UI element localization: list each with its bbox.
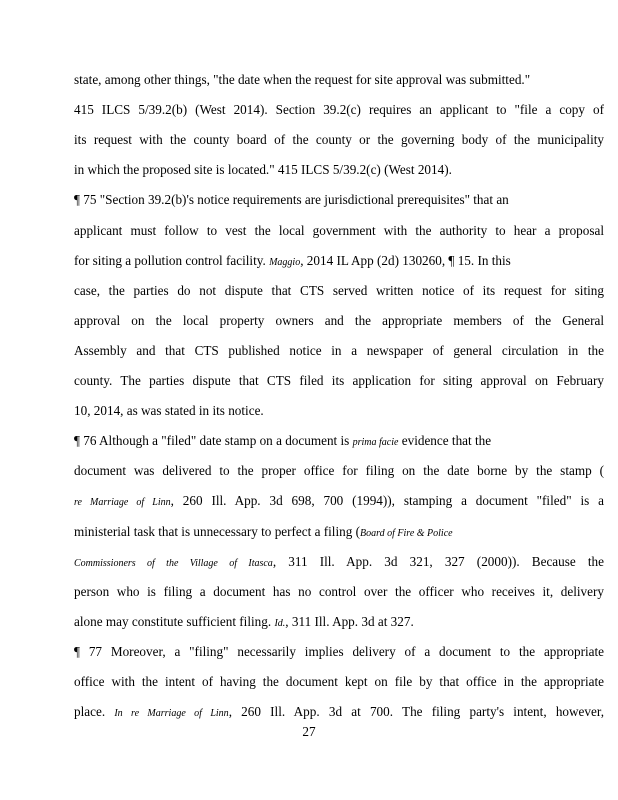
text-line (74, 162, 604, 178)
text-line (74, 433, 604, 451)
text-line (74, 554, 604, 572)
text-line (74, 674, 604, 690)
text-line (74, 132, 604, 148)
text-segment: , 311 Ill. App. 3d 321, 327 (2000)). Because the (272, 553, 604, 569)
text-segment: in which the proposed site is located." 415 ILCS 5/39.2(c) (West 2014). (74, 162, 452, 178)
case-citation: prima facie (352, 437, 399, 449)
text-line (74, 192, 604, 208)
text-segment: applicant must follow to vest the local government with the authority to hear a proposal (74, 222, 604, 238)
text-line (74, 313, 604, 329)
case-citation: Commissioners of the Village of Itasca (74, 557, 273, 569)
text-segment: its request with the county board of the county or the governing body of the municipality (74, 132, 604, 148)
text-line (74, 403, 604, 419)
text-line (74, 253, 604, 271)
text-segment: ¶ 76 Although a "filed" date stamp on a document is (74, 433, 353, 449)
text-segment: document was delivered to the proper office for filing on the date borne by the stamp ( (74, 463, 604, 479)
text-line (74, 614, 604, 632)
text-segment: approval on the local property owners and the appropriate members of the General (74, 312, 604, 328)
text-segment: alone may constitute sufficient filing. (74, 613, 275, 629)
case-citation: Maggio (269, 256, 301, 268)
text-line (74, 373, 604, 389)
text-line (74, 524, 604, 542)
text-segment: ministerial task that is unnecessary to perfect a filing ( (74, 523, 361, 539)
text-segment: for siting a pollution control facility. (74, 252, 270, 268)
text-line (74, 102, 604, 118)
text-line (74, 644, 604, 660)
text-line (74, 72, 604, 88)
text-line (74, 223, 604, 239)
text-segment: Assembly and that CTS published notice in a newspaper of general circulation in the (74, 342, 604, 358)
text-segment: state, among other things, "the date when the request for site approval was submitted." (74, 72, 531, 87)
text-line (74, 493, 604, 511)
text-segment: 10, 2014, as was stated in its notice. (74, 403, 264, 419)
text-segment: person who is filing a document has no control over the officer who receives it, delivery (74, 583, 604, 599)
text-line (74, 283, 604, 299)
text-segment: , 311 Ill. App. 3d at 327. (285, 613, 414, 629)
case-citation: Board of Fire & Police (360, 527, 453, 539)
text-segment: place. (74, 704, 115, 720)
case-citation: re Marriage of Linn (74, 497, 171, 509)
text-segment: , 260 Ill. App. 3d 698, 700 (1994)), stamping a document "filed" is a (170, 493, 604, 509)
text-segment: ¶ 75 "Section 39.2(b)'s notice requirements are jurisdictional prerequisites" that an (74, 192, 509, 208)
text-segment: , 260 Ill. App. 3d at 700. The filing party's intent, however, (228, 704, 604, 720)
case-citation: In re Marriage of Linn (114, 708, 229, 720)
page-number: 27 (302, 724, 316, 739)
text-segment: ¶ 77 Moreover, a "filing" necessarily implies delivery of a document to the appropriate (74, 643, 604, 659)
text-segment: office with the intent of having the document kept on file by that office in the appropriate (74, 674, 604, 689)
text-line (74, 704, 604, 722)
text-line (74, 584, 604, 600)
case-citation: Id. (274, 617, 286, 629)
text-line (74, 343, 604, 359)
text-segment: case, the parties do not dispute that CTS served written notice of its request for siting (74, 282, 604, 298)
text-segment: evidence that the (398, 433, 492, 449)
text-segment: 415 ILCS 5/39.2(b) (West 2014). Section 39.2(c) requires an applicant to "file a copy of (74, 102, 604, 118)
text-line (74, 463, 604, 479)
text-segment: county. The parties dispute that CTS filed its application for siting approval on February (74, 373, 604, 388)
text-segment: , 2014 IL App (2d) 130260, ¶ 15. In this (300, 252, 511, 268)
